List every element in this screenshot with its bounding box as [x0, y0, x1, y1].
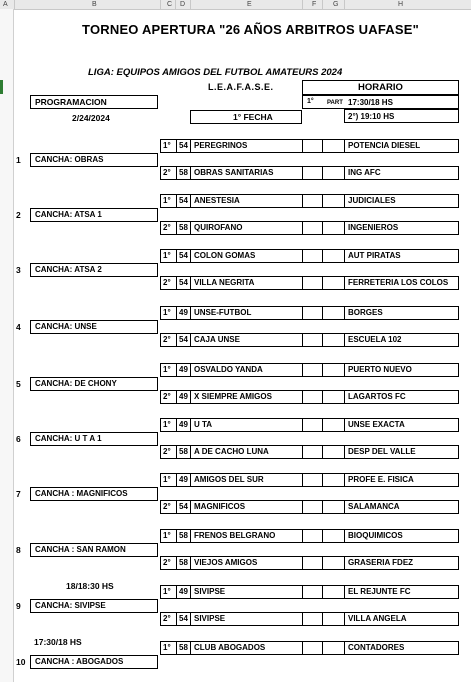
score-cell — [302, 276, 323, 290]
score-cell — [302, 306, 323, 320]
match-row-first — [160, 194, 458, 208]
home-team: UNSE-FUTBOL — [190, 306, 303, 320]
match-order: 2° — [160, 390, 177, 404]
match-order: 2° — [160, 166, 177, 180]
block-number: 10 — [16, 657, 26, 667]
away-team: INGENIEROS — [344, 221, 459, 235]
away-team: PROFE E. FISICA — [344, 473, 459, 487]
match-category: 58 — [176, 641, 191, 655]
block-number: 9 — [16, 601, 21, 611]
match-order: 1° — [160, 585, 177, 599]
score-cell — [322, 194, 345, 208]
cancha-label: CANCHA: ATSA 1 — [30, 208, 158, 222]
match-category: 49 — [176, 473, 191, 487]
home-team: FRENOS BELGRANO — [190, 529, 303, 543]
match-category: 49 — [176, 585, 191, 599]
block-number: 1 — [16, 155, 21, 165]
score-cell — [322, 641, 345, 655]
match-category: 54 — [176, 249, 191, 263]
match-row-second — [160, 445, 458, 459]
match-category: 54 — [176, 500, 191, 514]
block-number: 7 — [16, 489, 21, 499]
away-team: VILLA ANGELA — [344, 612, 459, 626]
home-team: OBRAS SANITARIAS — [190, 166, 303, 180]
match-row-first — [160, 529, 458, 543]
score-cell — [302, 221, 323, 235]
match-row-second — [160, 612, 458, 626]
score-cell — [302, 500, 323, 514]
cancha-label: CANCHA: SIVIPSE — [30, 599, 158, 613]
match-order: 1° — [160, 529, 177, 543]
match-row-second — [160, 390, 458, 404]
cancha-label: CANCHA : MAGNIFICOS — [30, 487, 158, 501]
score-cell — [302, 363, 323, 377]
score-cell — [302, 529, 323, 543]
match-row-first — [160, 641, 458, 655]
fecha-date: 2/24/2024 — [72, 113, 110, 123]
score-cell — [322, 445, 345, 459]
home-team: PEREGRINOS — [190, 139, 303, 153]
score-cell — [322, 276, 345, 290]
home-team: COLON GOMAS — [190, 249, 303, 263]
column-h-label[interactable]: H — [398, 1, 404, 8]
column-header-bar — [0, 0, 471, 10]
part1-number: 1° — [307, 98, 314, 105]
score-cell — [302, 445, 323, 459]
home-team: QUIROFANO — [190, 221, 303, 235]
column-b-label[interactable]: B — [92, 1, 97, 8]
score-cell — [302, 641, 323, 655]
match-row-second — [160, 221, 458, 235]
home-team: OSVALDO YANDA — [190, 363, 303, 377]
column-e-label[interactable]: E — [247, 1, 252, 8]
match-row-second — [160, 276, 458, 290]
match-order: 1° — [160, 139, 177, 153]
match-order: 2° — [160, 612, 177, 626]
home-team: X SIEMPRE AMIGOS — [190, 390, 303, 404]
block-number: 8 — [16, 545, 21, 555]
column-c-label[interactable]: C — [167, 1, 173, 8]
home-team: CAJA UNSE — [190, 333, 303, 347]
home-team: A DE CACHO LUNA — [190, 445, 303, 459]
home-team: VILLA NEGRITA — [190, 276, 303, 290]
match-row-second — [160, 166, 458, 180]
score-cell — [302, 390, 323, 404]
part1-word: PART — [327, 100, 343, 106]
away-team: POTENCIA DIESEL — [344, 139, 459, 153]
score-cell — [322, 612, 345, 626]
score-cell — [302, 473, 323, 487]
away-team: ING AFC — [344, 166, 459, 180]
leafase-label: L.E.A.F.A.S.E. — [208, 82, 274, 92]
column-g-label[interactable]: G — [333, 1, 339, 8]
row-gutter — [0, 9, 14, 682]
selection-marker — [0, 80, 3, 94]
programacion-label: PROGRAMACION — [35, 97, 107, 107]
match-category: 58 — [176, 529, 191, 543]
match-category: 54 — [176, 612, 191, 626]
cancha-label: CANCHA: UNSE — [30, 320, 158, 334]
match-category: 49 — [176, 390, 191, 404]
match-order: 1° — [160, 306, 177, 320]
away-team: CONTADORES — [344, 641, 459, 655]
score-cell — [322, 221, 345, 235]
match-row-first — [160, 249, 458, 263]
match-order: 1° — [160, 473, 177, 487]
match-category: 54 — [176, 276, 191, 290]
match-order: 1° — [160, 363, 177, 377]
score-cell — [322, 473, 345, 487]
away-team: ESCUELA 102 — [344, 333, 459, 347]
away-team: BORGES — [344, 306, 459, 320]
score-cell — [302, 612, 323, 626]
horario-label: HORARIO — [358, 82, 403, 93]
match-row-first — [160, 418, 458, 432]
column-f-label[interactable]: F — [312, 1, 317, 8]
away-team: EL REJUNTE FC — [344, 585, 459, 599]
match-order: 1° — [160, 641, 177, 655]
score-cell — [302, 166, 323, 180]
away-team: UNSE EXACTA — [344, 418, 459, 432]
match-category: 58 — [176, 445, 191, 459]
score-cell — [302, 249, 323, 263]
home-team: CLUB ABOGADOS — [190, 641, 303, 655]
part1-time: 17:30/18 HS — [348, 98, 393, 107]
score-cell — [322, 585, 345, 599]
score-cell — [322, 363, 345, 377]
block-number: 6 — [16, 434, 21, 444]
score-cell — [322, 390, 345, 404]
match-order: 2° — [160, 333, 177, 347]
away-team: LAGARTOS FC — [344, 390, 459, 404]
score-cell — [302, 139, 323, 153]
block-time-note: 17:30/18 HS — [34, 637, 82, 647]
score-cell — [302, 418, 323, 432]
fecha-label: 1° FECHA — [233, 112, 273, 122]
block-number: 3 — [16, 265, 21, 275]
home-team: MAGNIFICOS — [190, 500, 303, 514]
score-cell — [322, 500, 345, 514]
block-number: 5 — [16, 379, 21, 389]
match-row-first — [160, 363, 458, 377]
match-category: 58 — [176, 221, 191, 235]
away-team: SALAMANCA — [344, 500, 459, 514]
score-cell — [322, 333, 345, 347]
block-time-note: 18/18:30 HS — [66, 581, 114, 591]
score-cell — [302, 333, 323, 347]
match-order: 2° — [160, 445, 177, 459]
away-team: PUERTO NUEVO — [344, 363, 459, 377]
away-team: FERRETERIA LOS COLOS — [344, 276, 459, 290]
match-category: 58 — [176, 166, 191, 180]
score-cell — [302, 585, 323, 599]
away-team: DESP DEL VALLE — [344, 445, 459, 459]
match-row-second — [160, 500, 458, 514]
home-team: VIEJOS AMIGOS — [190, 556, 303, 570]
match-order: 1° — [160, 194, 177, 208]
cancha-label: CANCHA: U T A 1 — [30, 432, 158, 446]
score-cell — [322, 529, 345, 543]
away-team: GRASERIA FDEZ — [344, 556, 459, 570]
part2-time: 2°) 19:10 HS — [348, 112, 395, 121]
match-category: 49 — [176, 418, 191, 432]
column-a-label[interactable]: A — [3, 1, 8, 8]
home-team: SIVIPSE — [190, 612, 303, 626]
match-order: 2° — [160, 556, 177, 570]
score-cell — [302, 556, 323, 570]
block-number: 4 — [16, 322, 21, 332]
match-row-second — [160, 556, 458, 570]
match-category: 54 — [176, 333, 191, 347]
score-cell — [322, 306, 345, 320]
match-row-first — [160, 139, 458, 153]
match-order: 1° — [160, 249, 177, 263]
match-order: 2° — [160, 500, 177, 514]
home-team: AMIGOS DEL SUR — [190, 473, 303, 487]
cancha-label: CANCHA: OBRAS — [30, 153, 158, 167]
cancha-label: CANCHA : ABOGADOS — [30, 655, 158, 669]
cancha-label: CANCHA: DE CHONY — [30, 377, 158, 391]
tournament-title: TORNEO APERTURA "26 AÑOS ARBITROS UAFASE" — [82, 22, 419, 37]
league-name: LIGA: EQUIPOS AMIGOS DEL FUTBOL AMATEURS 2024 — [88, 67, 343, 78]
match-category: 49 — [176, 363, 191, 377]
match-category: 49 — [176, 306, 191, 320]
score-cell — [302, 194, 323, 208]
match-row-first — [160, 585, 458, 599]
score-cell — [322, 556, 345, 570]
match-row-second — [160, 333, 458, 347]
score-cell — [322, 418, 345, 432]
match-category: 58 — [176, 556, 191, 570]
match-category: 54 — [176, 194, 191, 208]
home-team: SIVIPSE — [190, 585, 303, 599]
away-team: JUDICIALES — [344, 194, 459, 208]
score-cell — [322, 249, 345, 263]
match-row-first — [160, 473, 458, 487]
block-number: 2 — [16, 210, 21, 220]
match-category: 54 — [176, 139, 191, 153]
score-cell — [322, 166, 345, 180]
match-row-first — [160, 306, 458, 320]
away-team: AUT PIRATAS — [344, 249, 459, 263]
match-order: 2° — [160, 221, 177, 235]
cancha-label: CANCHA: ATSA 2 — [30, 263, 158, 277]
column-d-label[interactable]: D — [180, 1, 186, 8]
home-team: U TA — [190, 418, 303, 432]
score-cell — [322, 139, 345, 153]
match-order: 2° — [160, 276, 177, 290]
match-order: 1° — [160, 418, 177, 432]
home-team: ANESTESIA — [190, 194, 303, 208]
cancha-label: CANCHA : SAN RAMON — [30, 543, 158, 557]
away-team: BIOQUIMICOS — [344, 529, 459, 543]
